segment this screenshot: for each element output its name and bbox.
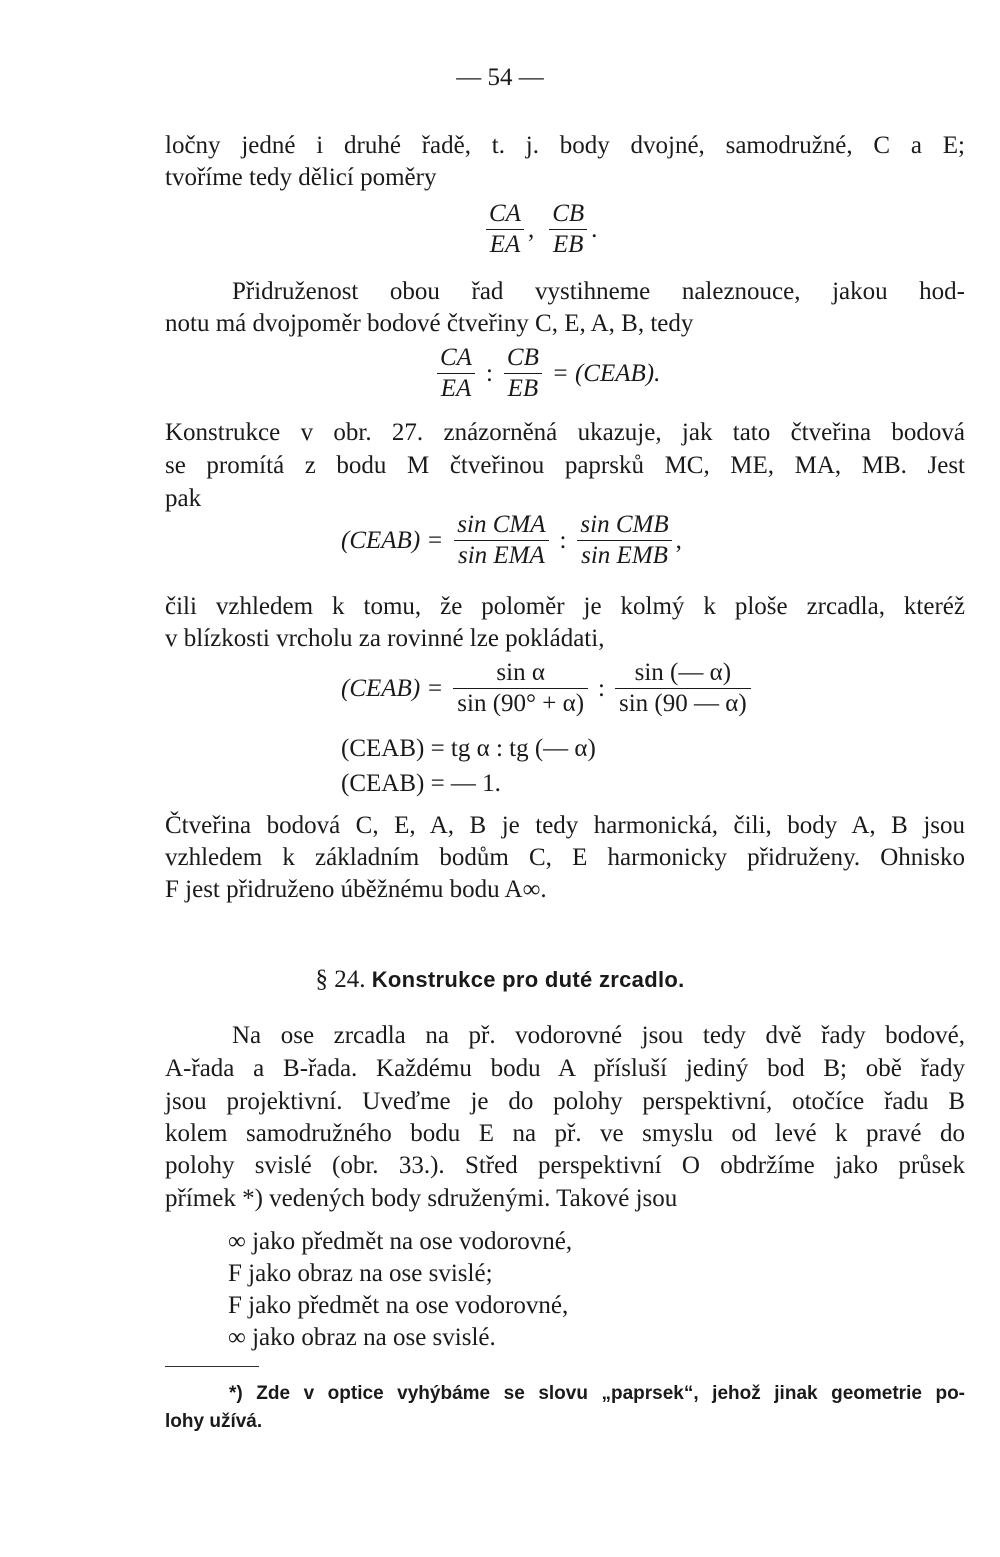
denominator: EB bbox=[504, 373, 543, 402]
paragraph-6-line-1: Na ose zrcadla na př. vodorovné jsou tedy dvě řady bodové, bbox=[232, 1022, 965, 1049]
paragraph-5-line-1: Čtveřina bodová C, E, A, B je tedy harmonická, čili, body A, B jsou bbox=[165, 812, 965, 839]
paragraph-3-line-1: Konstrukce v obr. 27. znázorněná ukazuje, jak tato čtveřina bodová bbox=[165, 419, 965, 446]
page-number: — 54 — bbox=[456, 64, 544, 91]
right-hand-side: = (CEAB). bbox=[551, 359, 661, 387]
list-item: F jako předmět na ose vodorovné, bbox=[228, 1292, 569, 1319]
left-hand-side: (CEAB) = bbox=[341, 526, 444, 554]
denominator: sin EMB bbox=[577, 540, 672, 569]
footnote-divider bbox=[165, 1366, 259, 1367]
paragraph-5-line-3: F jest přidruženo úběžnému bodu A∞. bbox=[165, 876, 547, 903]
paragraph-1-line-1: ločny jedné i druhé řadě, t. j. body dvojné, samodružné, C a E; bbox=[165, 132, 965, 159]
denominator: sin (90 — α) bbox=[615, 688, 751, 717]
paragraph-4-line-2: v blízkosti vrcholu za rovinné lze pokládati, bbox=[165, 625, 605, 652]
numerator: CA bbox=[489, 200, 521, 227]
paragraph-6-line-5: polohy svislé (obr. 33.). Střed perspektivní O obdržíme jako průsek bbox=[165, 1152, 965, 1179]
fraction-cb-eb bbox=[503, 345, 543, 402]
formula-result: (CEAB) = — 1. bbox=[341, 770, 501, 797]
fraction-cb-eb bbox=[548, 201, 588, 258]
colon: : bbox=[598, 674, 605, 702]
numerator: sin CMB bbox=[580, 511, 669, 538]
denominator: EA bbox=[437, 373, 476, 402]
fraction-ca-ea bbox=[485, 201, 525, 258]
terminator: . bbox=[591, 215, 598, 243]
footnote-line-1: *) Zde v optice vyhýbáme se slovu „paprsek“, jehož jinak geometrie po- bbox=[229, 1383, 965, 1404]
formula-sine-ratio bbox=[341, 512, 682, 569]
paragraph-3-line-2: se promítá z bodu M čtveřinou paprsků MC, ME, MA, MB. Jest bbox=[165, 452, 965, 479]
fraction-sin-cmb bbox=[576, 512, 672, 569]
formula-cross-ratio bbox=[433, 345, 660, 402]
colon: : bbox=[559, 526, 567, 554]
paragraph-4-line-1: čili vzhledem k tomu, že poloměr je kolmý k ploše zrcadla, kteréž bbox=[165, 593, 965, 620]
section-number: § 24. bbox=[315, 966, 366, 993]
denominator: EB bbox=[549, 229, 588, 258]
paragraph-1-line-2: tvoříme tedy dělicí poměry bbox=[165, 164, 437, 191]
paragraph-6-line-2: A-řada a B-řada. Každému bodu A přísluší jediný bod B; obě řady bbox=[165, 1055, 965, 1082]
formula-tangent: (CEAB) = tg α : tg (— α) bbox=[341, 735, 596, 762]
paragraph-3-line-3: pak bbox=[165, 485, 202, 512]
footnote-line-2: lohy užívá. bbox=[165, 1411, 263, 1432]
colon: : bbox=[485, 359, 493, 387]
paragraph-6-line-6: přímek *) vedených body sdruženými. Takové jsou bbox=[165, 1185, 678, 1212]
numerator: CB bbox=[552, 200, 585, 227]
paragraph-6-line-3: jsou projektivní. Uveďme je do polohy perspektivní, otočíce řadu B bbox=[165, 1088, 965, 1115]
denominator: sin EMA bbox=[454, 540, 549, 569]
numerator: sin (— α) bbox=[634, 659, 732, 686]
list-item: ∞ jako obraz na ose svislé. bbox=[228, 1324, 496, 1351]
formula-alpha-ratio bbox=[341, 660, 754, 717]
list-item: F jako obraz na ose svislé; bbox=[228, 1260, 493, 1287]
section-heading bbox=[0, 966, 1000, 994]
fraction-ca-ea bbox=[436, 345, 476, 402]
paragraph-6-line-4: kolem samodružného bodu E na př. ve smyslu od levé k pravé do bbox=[165, 1120, 965, 1147]
formula-ratios bbox=[482, 201, 597, 258]
terminator: , bbox=[675, 526, 682, 554]
numerator: CA bbox=[440, 344, 472, 371]
fraction-sin-alpha bbox=[453, 660, 588, 717]
left-hand-side: (CEAB) = bbox=[341, 674, 444, 702]
denominator: sin (90° + α) bbox=[453, 688, 588, 717]
numerator: sin CMA bbox=[457, 511, 546, 538]
numerator: sin α bbox=[496, 659, 545, 686]
section-title: Konstrukce pro duté zrcadlo. bbox=[371, 967, 685, 992]
fraction-sin-minus-alpha bbox=[615, 660, 751, 717]
paragraph-2-line-1: Přidruženost obou řad vystihneme naleznouce, jakou hod- bbox=[232, 278, 965, 305]
separator: , bbox=[527, 215, 535, 243]
fraction-sin-cma bbox=[453, 512, 549, 569]
list-item: ∞ jako předmět na ose vodorovné, bbox=[228, 1228, 573, 1255]
paragraph-2-line-2: notu má dvojpoměr bodové čtveřiny C, E, A, B, tedy bbox=[165, 310, 694, 337]
paragraph-5-line-2: vzhledem k základním bodům C, E harmonicky přidruženy. Ohnisko bbox=[165, 844, 965, 871]
numerator: CB bbox=[506, 344, 539, 371]
denominator: EA bbox=[486, 229, 525, 258]
